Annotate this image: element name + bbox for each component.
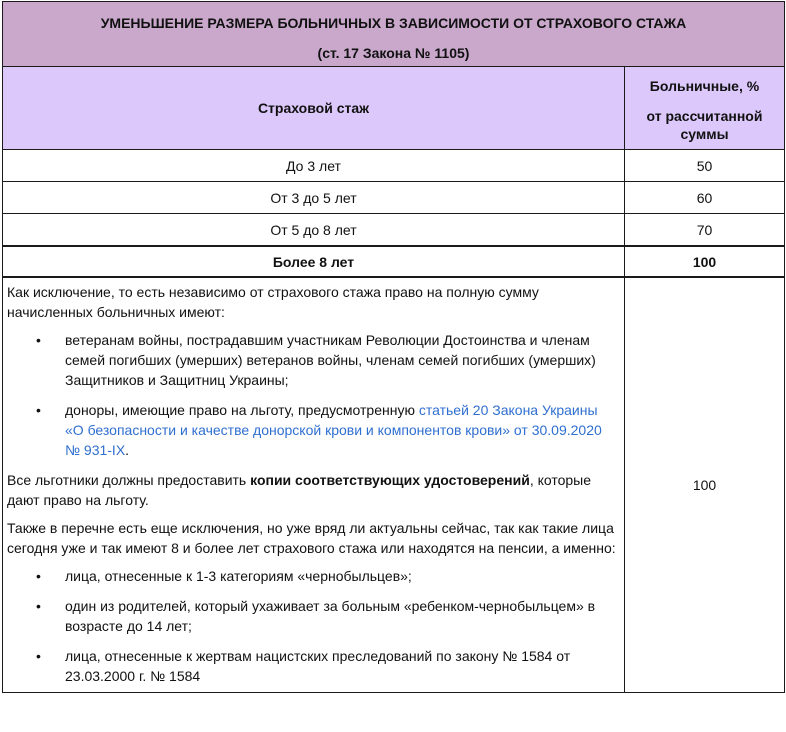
- percent-cell: 100: [625, 246, 785, 277]
- list-item: [7, 566, 618, 586]
- list-item-text: лица, отнесенные к жертвам нацистских преследований по закону № 1584 от 23.03.2000 г. № 1584: [65, 648, 571, 684]
- sick-leave-table: [2, 1, 785, 693]
- list-item: [7, 330, 618, 390]
- table-row: [3, 214, 785, 247]
- bullet-icon: •: [36, 598, 41, 614]
- header-percent-line3: суммы: [680, 126, 729, 142]
- table-row: [3, 182, 785, 214]
- documents-note-end: , которые дают право на льготу.: [7, 472, 592, 508]
- bullet-icon: •: [36, 568, 41, 584]
- experience-cell: От 5 до 8 лет: [3, 214, 625, 247]
- list-item-text: доноры, имеющие право на льготу, предусмотренную: [65, 402, 419, 418]
- law-link[interactable]: статьей 20 Закона Украины «О безопасности и качестве донорской крови и компонентов крови» от 30.09.2020 № 931-IX: [65, 402, 602, 458]
- experience-cell: Более 8 лет: [3, 246, 625, 277]
- percent-cell: 60: [625, 182, 785, 214]
- other-exceptions-intro: Также в перечне есть еще исключения, но уже вряд ли актуальны сейчас, так как такие лица сегодня уже и так имеют 8 и более лет страхового стажа или находятся на пенсии, а именно:: [7, 520, 616, 556]
- list-item: [7, 596, 618, 636]
- table-title-cell: [3, 2, 785, 67]
- other-exceptions-list: [7, 566, 618, 686]
- experience-cell: От 3 до 5 лет: [3, 182, 625, 214]
- table-row: [3, 246, 785, 277]
- exceptions-cell: [3, 277, 625, 693]
- bullet-icon: •: [36, 332, 41, 348]
- table-subtitle: (ст. 17 Закона № 1105): [317, 45, 470, 61]
- list-item-text: ветеранам войны, пострадавшим участникам Революции Достоинства и членам семей погибших (умерших) ветеранов войны, членам семей погибших (умерших) Защитников и Защитниц Украины;: [65, 332, 596, 388]
- header-experience: Страховой стаж: [3, 67, 625, 150]
- documents-note-bold: копии соответствующих удостоверений: [250, 472, 530, 488]
- table-title: УМЕНЬШЕНИЕ РАЗМЕРА БОЛЬНИЧНЫХ В ЗАВИСИМОСТИ ОТ СТРАХОВОГО СТАЖА: [100, 15, 687, 31]
- exceptions-intro: Как исключение, то есть независимо от страхового стажа право на полную сумму начисленных больничных имеют:: [7, 284, 539, 320]
- percent-cell: 50: [625, 150, 785, 182]
- list-item-text: лица, отнесенные к 1-3 категориям «чернобыльцев»;: [65, 568, 412, 584]
- bullet-icon: •: [36, 648, 41, 664]
- list-item: [7, 646, 618, 686]
- list-item: [7, 400, 618, 460]
- table-row: [3, 150, 785, 182]
- bullet-icon: •: [36, 402, 41, 418]
- header-percent: [625, 67, 785, 150]
- documents-note: [7, 470, 618, 510]
- header-percent-line1: Больничные, %: [649, 78, 760, 94]
- list-item-text-end: .: [125, 442, 130, 458]
- header-percent-line2: от рассчитанной: [646, 108, 763, 124]
- documents-note-start: Все льготники должны предоставить: [7, 472, 251, 488]
- experience-cell: До 3 лет: [3, 150, 625, 182]
- exceptions-percent-cell: 100: [625, 277, 785, 693]
- beneficiaries-list: [7, 330, 618, 460]
- list-item-text: один из родителей, который ухаживает за больным «ребенком-чернобыльцем» в возрасте до 14 лет;: [65, 598, 596, 634]
- percent-cell: 70: [625, 214, 785, 247]
